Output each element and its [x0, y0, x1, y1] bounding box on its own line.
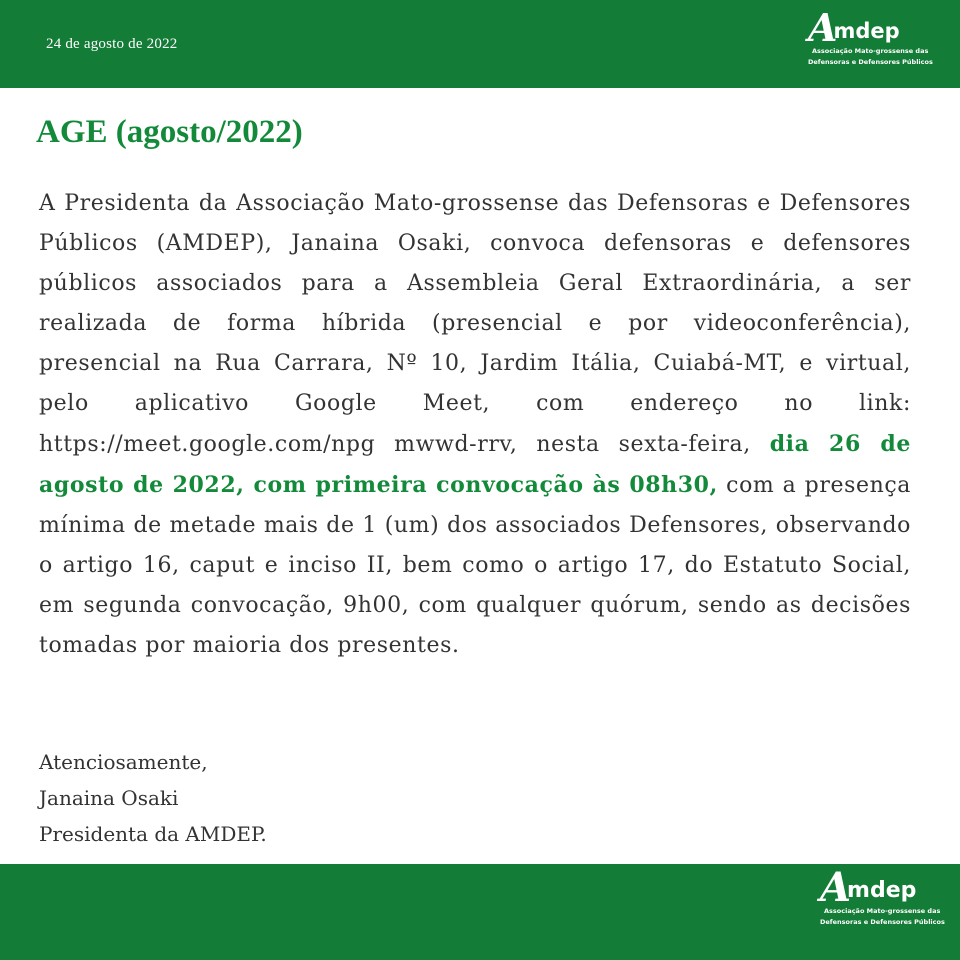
logo-letter: A [808, 5, 838, 50]
amdep-logo-top [808, 5, 948, 66]
logo-subtitle-1: Associação Mato-grossense das [812, 47, 929, 55]
post-date: 24 de agosto de 2022 [46, 36, 178, 52]
logo-subtitle-2: Defensoras e Defensores Públicos [808, 58, 933, 66]
notice-body-highlight: dia 26 de agosto de 2022, com primeira convocação às 08h30, [39, 431, 911, 498]
logo-wordmark [808, 5, 948, 50]
notice-body [39, 184, 911, 666]
logo-rest: mdep [833, 19, 900, 43]
notice-title: AGE (agosto/2022) [36, 114, 303, 150]
logo-letter: A [820, 864, 852, 911]
notice-body-part2: com a presença mínima de metade mais de 1 (um) dos associados Defensores, observando o artigo 16, caput e inciso II, bem como o artigo 17, do Estatuto Social, em segunda convocação, 9h00, com qualquer quórum, sendo as decisões tomadas por maioria dos presentes. [39, 473, 911, 658]
logo-rest: mdep [847, 878, 917, 903]
logo-subtitle-1: Associação Mato-grossense das [824, 907, 941, 915]
signoff-closing: Atenciosamente, [39, 750, 208, 774]
logo-subtitle-2: Defensoras e Defensores Públicos [820, 918, 945, 926]
signoff-role: Presidenta da AMDEP. [39, 822, 267, 846]
footer-band [0, 864, 960, 960]
signoff [39, 744, 267, 852]
notice-body-part1: A Presidenta da Associação Mato-grossense das Defensoras e Defensores Públicos (AMDEP), Janaina Osaki, convoca defensoras e defensores públicos associados para a Assembleia Geral Extraordinária, a ser realizada de forma híbrida (presencial e por videoconferência), presencial na Rua Carrara, Nº 10, Jardim Itália, Cuiabá-MT, e virtual, pelo aplicativo Google Meet, com endereço no link: https://meet.google.com/npg mwwd-rrv, nesta sexta-feira, [39, 191, 911, 457]
signoff-name: Janaina Osaki [39, 786, 179, 810]
amdep-logo-bottom [820, 864, 950, 926]
